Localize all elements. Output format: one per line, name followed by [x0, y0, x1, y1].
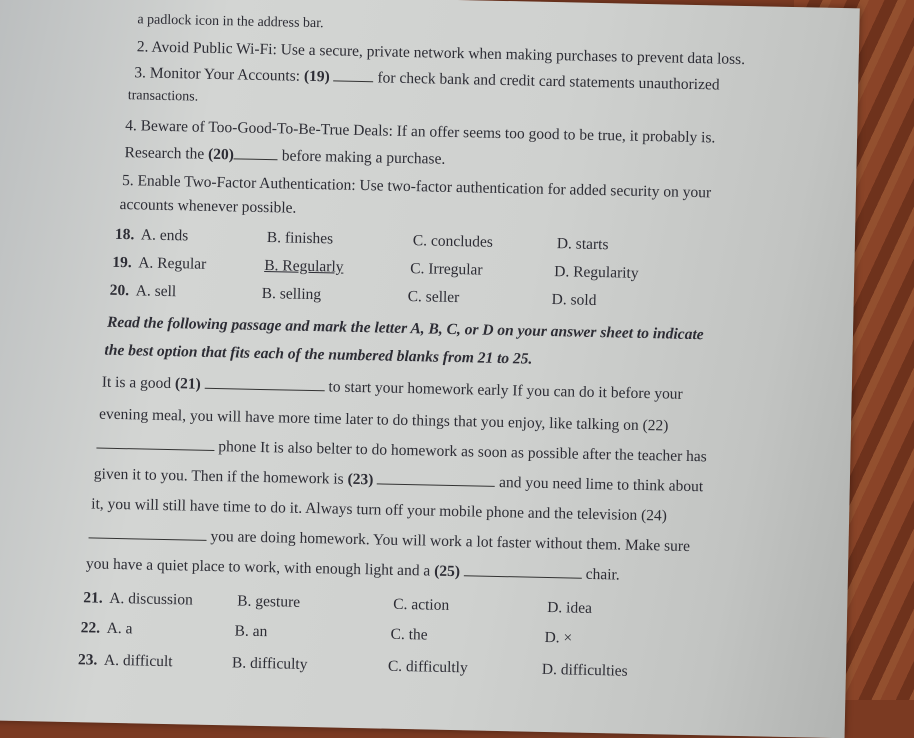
option-b: B. gesture	[237, 592, 301, 611]
option-b-marked: B. Regularly	[264, 257, 344, 276]
text-line-4: transactions.	[127, 88, 199, 105]
option-a: A. Regular	[138, 254, 207, 273]
option-b: B. an	[234, 622, 268, 641]
option-a: A. ends	[140, 226, 189, 245]
question-number: 19.	[112, 253, 132, 272]
passage-text: phone It is also belter to do homework as soon as possible after the teacher has	[214, 438, 707, 466]
question-number: 20.	[109, 281, 130, 300]
option-c-marked: C. the	[390, 625, 428, 644]
worksheet-content	[77, 12, 828, 680]
question-number: 21.	[83, 589, 103, 607]
passage-line-6	[88, 526, 690, 554]
question-number: 22.	[80, 619, 101, 637]
blank-20	[234, 158, 278, 160]
text-line-1: a padlock icon in the address bar.	[137, 12, 324, 32]
text-line-6	[124, 145, 445, 167]
option-a: A. difficult	[103, 651, 173, 671]
option-d: D. idea	[547, 599, 593, 617]
option-d: D. starts	[556, 235, 609, 254]
blank-20-number: (20)	[207, 145, 235, 164]
option-b: B. difficulty	[231, 654, 308, 674]
text-line-7: 5. Enable Two-Factor Authentication: Use two-factor authentication for added security on your	[121, 172, 712, 202]
text-line-2: 2. Avoid Public Wi-Fi: Use a secure, private network when making purchases to prevent data loss.	[136, 38, 746, 69]
option-b: B. finishes	[266, 229, 334, 248]
blank-25	[464, 575, 582, 578]
blank-19	[334, 80, 374, 82]
item-4-label: Research the	[124, 144, 209, 163]
option-d: D. sold	[551, 291, 597, 309]
passage-text: and you need lime to think about	[495, 473, 704, 496]
text-line-8: accounts whenever possible.	[119, 195, 297, 217]
option-c: C. concludes	[412, 232, 494, 251]
passage-text: given it to you. Then if the homework is	[93, 465, 348, 488]
question-number: 18.	[114, 225, 135, 244]
passage-line-4	[94, 466, 704, 494]
passage-line-7	[86, 556, 620, 583]
question-number: 23.	[77, 651, 98, 669]
passage-line-2: evening meal, you will have more time later to do things that you enjoy, like talking on (22)	[98, 405, 669, 435]
blank-19-number: (19)	[303, 67, 330, 86]
passage-text: to start your homework early If you can do it before your	[324, 378, 683, 403]
option-c: C. difficultly	[387, 657, 468, 677]
option-b: B. selling	[261, 284, 322, 304]
passage-line-5: it, you will still have time to do it. Always turn off your mobile phone and the television (24)	[91, 495, 668, 525]
option-c: C. Irregular	[410, 260, 483, 279]
option-d: D. ×	[544, 628, 573, 647]
passage-line-1	[102, 375, 683, 403]
passage-line-3	[96, 437, 707, 465]
option-d: D. difficulties	[541, 660, 628, 680]
option-a: A. a	[106, 619, 133, 638]
passage-text: you have a quiet place to work, with enough light and a	[85, 555, 435, 580]
option-c: C. seller	[407, 288, 460, 307]
instruction-line-1: Read the following passage and mark the letter A, B, C, or D on your answer sheet to indicate	[106, 313, 704, 344]
option-c: C. action	[393, 595, 450, 614]
blank-23-number: (23)	[347, 470, 374, 489]
item-3-label: 3. Monitor Your Accounts:	[134, 64, 305, 85]
instruction-line-2: the best option that fits each of the numbered blanks from 21 to 25.	[104, 341, 533, 368]
option-d: D. Regularity	[554, 263, 639, 282]
blank-21	[205, 388, 325, 392]
blank-24	[89, 537, 207, 540]
text-line-5: 4. Beware of Too-Good-To-Be-True Deals: If an offer seems too good to be true, it probably is.	[125, 117, 716, 147]
blank-23	[377, 483, 495, 486]
option-a: A. sell	[135, 282, 177, 301]
blank-22	[96, 448, 214, 451]
passage-text: you are doing homework. You will work a lot faster without them. Make sure	[206, 527, 691, 555]
text-line-3	[134, 65, 720, 93]
item-4-rest: before making a purchase.	[277, 147, 446, 168]
passage-text: chair.	[581, 565, 620, 584]
option-a-marked: A. discussion	[109, 589, 193, 609]
blank-21-number: (21)	[174, 375, 201, 393]
passage-text: It is a good	[101, 373, 176, 393]
item-3-rest: for check bank and credit card statements unauthorized	[373, 69, 720, 94]
blank-25-number: (25)	[433, 562, 461, 581]
